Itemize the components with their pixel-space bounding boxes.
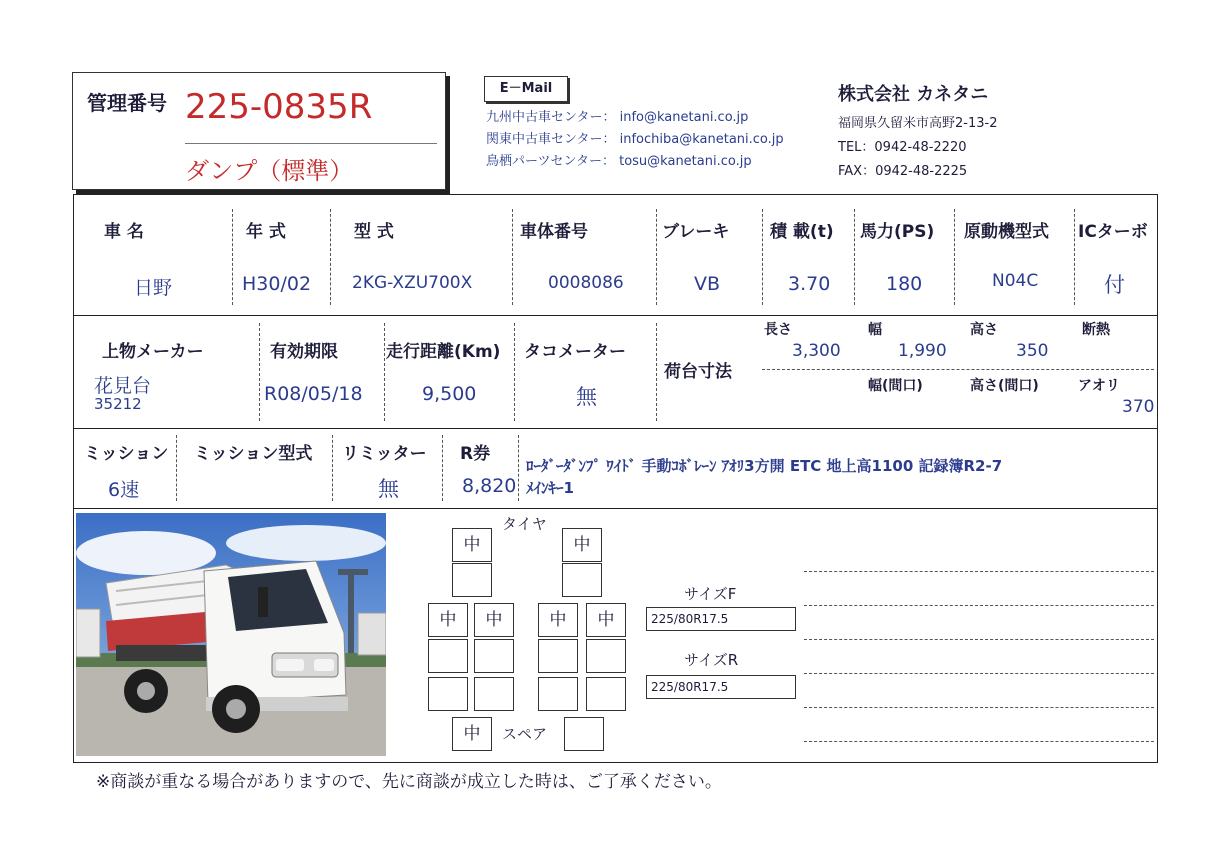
- vehicle-type: ダンプ（標準）: [185, 157, 354, 185]
- bed-inner-height-label: 高さ(間口): [970, 378, 1039, 394]
- value-limiter: 無: [378, 477, 399, 501]
- bed-height-label: 高さ: [970, 322, 998, 338]
- company-name: 株式会社 カネタニ: [838, 84, 989, 105]
- bed-insulation-label: 断熱: [1082, 322, 1110, 338]
- col-divider: [1074, 209, 1075, 305]
- value-mission: 6速: [108, 479, 140, 501]
- email-row-tosu: [486, 150, 752, 169]
- tire-rear-left-inner[interactable]: 中: [474, 603, 514, 637]
- size-f-label: サイズF: [684, 585, 737, 603]
- col-divider: [762, 209, 763, 305]
- remarks-line-2: ﾒｲﾝｷｰ1: [526, 479, 574, 497]
- bed-dims-divider: [762, 369, 1154, 370]
- bed-gate-value: 370: [1122, 397, 1155, 417]
- company-address: 福岡県久留米市高野2-13-2: [838, 116, 998, 131]
- email-center: 鳥栖パーツセンター：: [486, 154, 615, 169]
- label-mission-type: ミッション型式: [194, 444, 313, 464]
- value-mileage: 9,500: [422, 383, 477, 405]
- bed-gate-label: アオリ: [1078, 378, 1120, 394]
- row-divider: [74, 508, 1157, 509]
- value-brake: VB: [694, 273, 721, 295]
- email-address-link[interactable]: infochiba@kanetani.co.jp: [619, 132, 784, 147]
- tire-slot[interactable]: [538, 639, 578, 673]
- tire-slot[interactable]: [474, 677, 514, 711]
- row-divider: [74, 428, 1157, 429]
- email-row-kyushu: [486, 106, 748, 125]
- note-line: [804, 639, 1154, 640]
- email-tag: E－Mail: [484, 76, 568, 102]
- col-divider: [656, 209, 657, 305]
- note-line: [804, 605, 1154, 606]
- col-divider: [330, 209, 331, 305]
- value-name: 日野: [134, 277, 173, 299]
- tire-slot[interactable]: [428, 639, 468, 673]
- tire-rear-right-inner[interactable]: 中: [538, 603, 578, 637]
- value-body-code: 35212: [94, 395, 142, 413]
- col-divider: [332, 435, 333, 501]
- email-address-link[interactable]: info@kanetani.co.jp: [619, 110, 749, 125]
- bed-length-label: 長さ: [764, 322, 792, 338]
- value-power: 180: [886, 273, 923, 295]
- email-row-kanto: [486, 128, 784, 147]
- label-bed-dims: 荷台寸法: [664, 362, 732, 382]
- tire-slot[interactable]: [474, 639, 514, 673]
- col-divider: [512, 209, 513, 305]
- note-line: [804, 741, 1154, 742]
- label-power: 馬力(PS): [860, 222, 935, 242]
- size-r-field[interactable]: 225/80R17.5: [646, 675, 796, 699]
- management-box: [72, 72, 446, 190]
- value-model: 2KG-XZU700X: [352, 273, 473, 293]
- tire-label: タイヤ: [502, 515, 547, 533]
- value-body-maker: 花見台: [94, 375, 152, 397]
- label-chassis: 車体番号: [520, 222, 588, 242]
- size-f-field[interactable]: 225/80R17.5: [646, 607, 796, 631]
- email-center: 九州中古車センター：: [486, 110, 616, 125]
- label-r-ticket: R券: [460, 444, 491, 464]
- value-validity: R08/05/18: [264, 383, 363, 405]
- label-load: 積 載(t): [770, 222, 834, 242]
- label-model: 型 式: [354, 222, 394, 242]
- tire-spare-slot[interactable]: [564, 717, 604, 751]
- tire-front-right-spare-slot[interactable]: [562, 563, 602, 597]
- bed-width-value: 1,990: [898, 341, 947, 361]
- label-engine: 原動機型式: [964, 222, 1049, 242]
- col-divider: [259, 323, 260, 421]
- bed-height-value: 350: [1016, 341, 1049, 361]
- tire-rear-left-outer[interactable]: 中: [428, 603, 468, 637]
- bed-length-value: 3,300: [792, 341, 841, 361]
- label-tacho: タコメーター: [524, 342, 626, 362]
- tire-front-right[interactable]: 中: [562, 528, 602, 562]
- tire-front-left-spare-slot[interactable]: [452, 563, 492, 597]
- col-divider: [232, 209, 233, 305]
- company-tel: TEL：0942-48-2220: [838, 140, 967, 155]
- note-line: [804, 707, 1154, 708]
- remarks-line-1: ﾛｰﾀﾞｰﾀﾞﾝﾌﾟ ﾜｲﾄﾞ 手動ｺﾎﾞﾚｰﾝ ｱｵﾘ3方開 ETC 地上高1100 記録簿R2-7: [526, 457, 1003, 475]
- col-divider: [384, 323, 385, 421]
- value-tacho: 無: [576, 385, 597, 409]
- tire-slot[interactable]: [586, 677, 626, 711]
- label-mission: ミッション: [84, 444, 169, 464]
- tire-rear-right-outer[interactable]: 中: [586, 603, 626, 637]
- value-turbo: 付: [1104, 273, 1125, 297]
- mgmt-number: 225-0835R: [185, 87, 373, 127]
- spec-frame: [73, 194, 1158, 763]
- note-line: [804, 673, 1154, 674]
- tire-slot[interactable]: [586, 639, 626, 673]
- value-engine: N04C: [992, 271, 1039, 291]
- label-turbo: ICターボ: [1078, 222, 1148, 242]
- value-chassis: 0008086: [548, 273, 624, 293]
- label-body-maker: 上物メーカー: [102, 342, 204, 362]
- value-r-ticket: 8,820: [462, 475, 517, 497]
- label-brake: ブレーキ: [662, 222, 730, 242]
- row-divider: [74, 315, 1157, 316]
- value-load: 3.70: [788, 273, 831, 295]
- col-divider: [514, 323, 515, 421]
- email-address-link[interactable]: tosu@kanetani.co.jp: [619, 154, 752, 169]
- size-r-label: サイズR: [684, 651, 739, 669]
- tire-front-left[interactable]: 中: [452, 528, 492, 562]
- label-limiter: リミッター: [342, 444, 427, 464]
- col-divider: [518, 435, 519, 501]
- footnote: ※商談が重なる場合がありますので、先に商談が成立した時は、ご了承ください。: [96, 772, 722, 792]
- col-divider: [656, 323, 657, 421]
- truck-photo: [76, 513, 386, 756]
- col-divider: [954, 209, 955, 305]
- label-year: 年 式: [246, 222, 286, 242]
- col-divider: [854, 209, 855, 305]
- spare-label: スペア: [502, 725, 548, 743]
- tire-spare[interactable]: 中: [452, 717, 492, 751]
- mgmt-divider: [185, 143, 437, 144]
- value-year: H30/02: [242, 273, 312, 295]
- mgmt-label: 管理番号: [87, 91, 167, 115]
- label-mileage: 走行距離(Km): [386, 342, 501, 362]
- col-divider: [442, 435, 443, 501]
- bed-width-label: 幅: [868, 322, 882, 338]
- bed-inner-width-label: 幅(間口): [868, 378, 923, 394]
- note-line: [804, 571, 1154, 572]
- label-name: 車 名: [104, 222, 144, 242]
- label-validity: 有効期限: [270, 342, 338, 362]
- tire-slot[interactable]: [538, 677, 578, 711]
- tire-slot[interactable]: [428, 677, 468, 711]
- col-divider: [176, 435, 177, 501]
- email-center: 関東中古車センター：: [486, 132, 616, 147]
- company-fax: FAX：0942-48-2225: [838, 164, 968, 179]
